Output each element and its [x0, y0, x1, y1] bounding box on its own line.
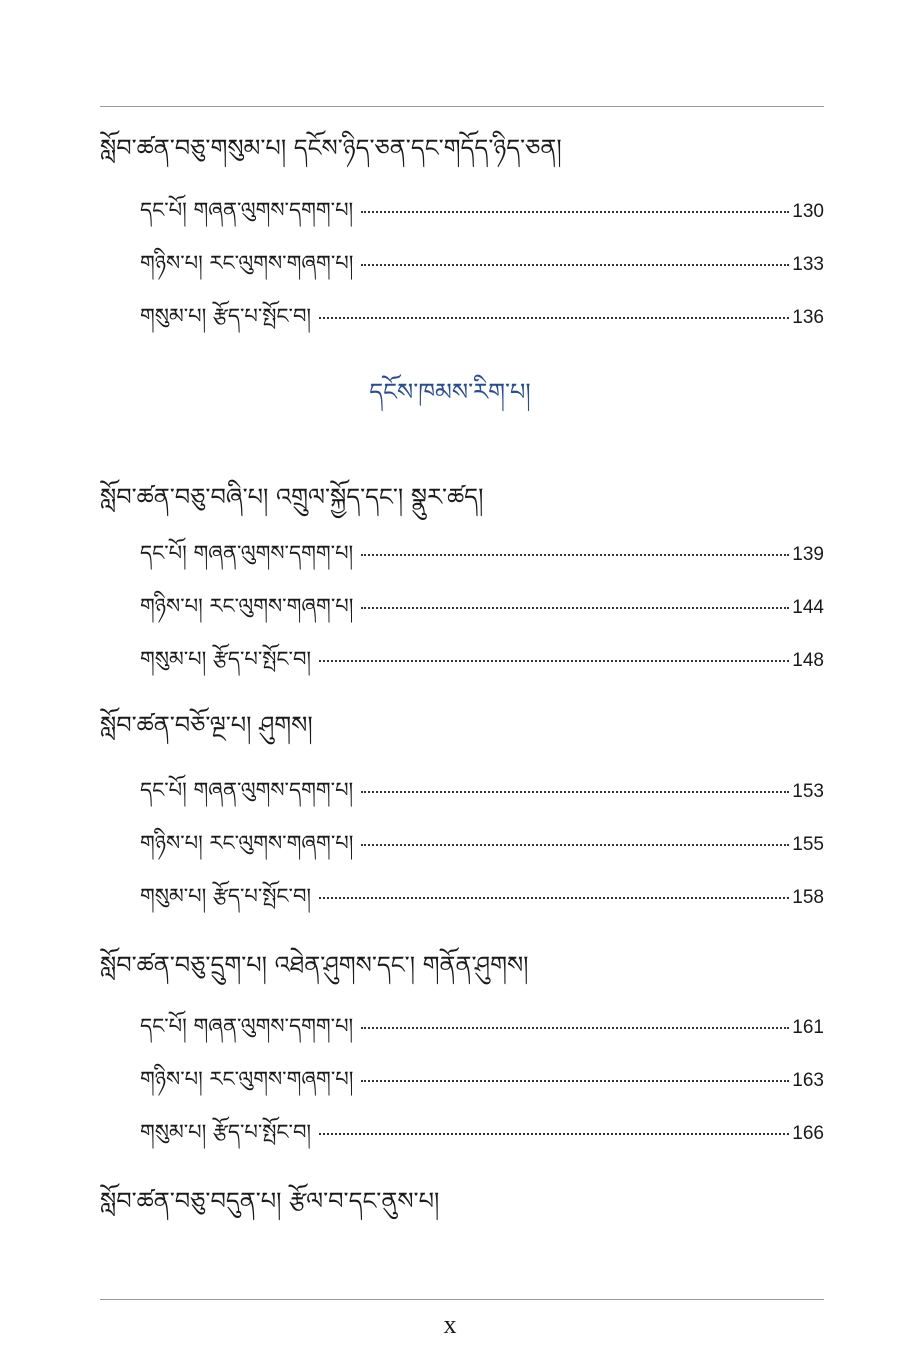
toc-entry[interactable] [140, 642, 824, 676]
toc-entry[interactable] [140, 879, 824, 913]
entry-label: དང་པོ། གཞན་ལུགས་དགག་པ། [140, 1014, 354, 1038]
toc-entry[interactable] [140, 826, 824, 860]
dot-leader [319, 1133, 789, 1135]
page-number: 153 [792, 781, 824, 802]
toc-entry[interactable] [140, 1115, 824, 1149]
page-number: 144 [792, 597, 824, 618]
entry-label: དང་པོ། གཞན་ལུགས་དགག་པ། [140, 778, 354, 802]
entry-label: དང་པོ། གཞན་ལུགས་དགག་པ། [140, 198, 354, 222]
page-folio: x [443, 1310, 457, 1339]
dot-leader [319, 317, 789, 319]
dot-leader [361, 264, 789, 266]
dot-leader [361, 554, 789, 556]
dot-leader [361, 844, 789, 846]
entry-label: གཉིས་པ། རང་ལུགས་གཞག་པ། [140, 251, 354, 275]
entry-label: གསུམ་པ། རྩོད་པ་སྤོང་བ། [140, 304, 312, 328]
toc-entry[interactable] [140, 1062, 824, 1096]
entry-label: གཉིས་པ། རང་ལུགས་གཞག་པ། [140, 594, 354, 618]
dot-leader [361, 1027, 789, 1029]
chapter-14-title: སློབ་ཚན་བཅུ་བཞི་པ། འགྲུལ་སྐྱོད་དང་། སྣུར་ཚད། [100, 483, 484, 511]
toc-entry[interactable] [140, 536, 824, 570]
toc-entry[interactable] [140, 299, 824, 333]
bottom-rule [100, 1299, 824, 1300]
toc-entry[interactable] [140, 246, 824, 280]
dot-leader [361, 607, 789, 609]
dot-leader [361, 791, 789, 793]
entry-label: གསུམ་པ། རྩོད་པ་སྤོང་བ། [140, 647, 312, 671]
toc-entry[interactable] [140, 589, 824, 623]
page-number: 133 [792, 254, 824, 275]
page-number: 139 [792, 544, 824, 565]
chapter-13-title: སློབ་ཚན་བཅུ་གསུམ་པ། དངོས་ཉིད་ཅན་དང་གདོད་ཉིད་ཅན། [100, 134, 562, 162]
chapter-17-title: སློབ་ཚན་བཅུ་བདུན་པ། རྩོལ་བ་དང་ནུས་པ། [100, 1187, 440, 1215]
toc-entry[interactable] [140, 773, 824, 807]
dot-leader [361, 211, 789, 213]
page-number: 130 [792, 201, 824, 222]
dot-leader [361, 1080, 789, 1082]
top-rule [100, 106, 824, 107]
chapter-16-title: སློབ་ཚན་བཅུ་དྲུག་པ། འཐེན་ཤུགས་དང་། གནོན་ཤུགས། [100, 951, 529, 979]
entry-label: གསུམ་པ། རྩོད་པ་སྤོང་བ། [140, 884, 312, 908]
page-number: 166 [792, 1123, 824, 1144]
page-number: 148 [792, 650, 824, 671]
section-heading: དངོས་ཁམས་རིག་པ། [369, 378, 531, 406]
page-number: 155 [792, 834, 824, 855]
page-number: 158 [792, 887, 824, 908]
page-number: 136 [792, 307, 824, 328]
dot-leader [319, 897, 789, 899]
page-number: 161 [792, 1017, 824, 1038]
entry-label: དང་པོ། གཞན་ལུགས་དགག་པ། [140, 541, 354, 565]
toc-entry[interactable] [140, 1009, 824, 1043]
entry-label: གཉིས་པ། རང་ལུགས་གཞག་པ། [140, 1067, 354, 1091]
dot-leader [319, 660, 789, 662]
chapter-15-title: སློབ་ཚན་བཅོ་ལྔ་པ། ཤུགས། [100, 711, 313, 739]
toc-entry[interactable] [140, 193, 824, 227]
entry-label: གསུམ་པ། རྩོད་པ་སྤོང་བ། [140, 1120, 312, 1144]
entry-label: གཉིས་པ། རང་ལུགས་གཞག་པ། [140, 831, 354, 855]
page-number: 163 [792, 1070, 824, 1091]
